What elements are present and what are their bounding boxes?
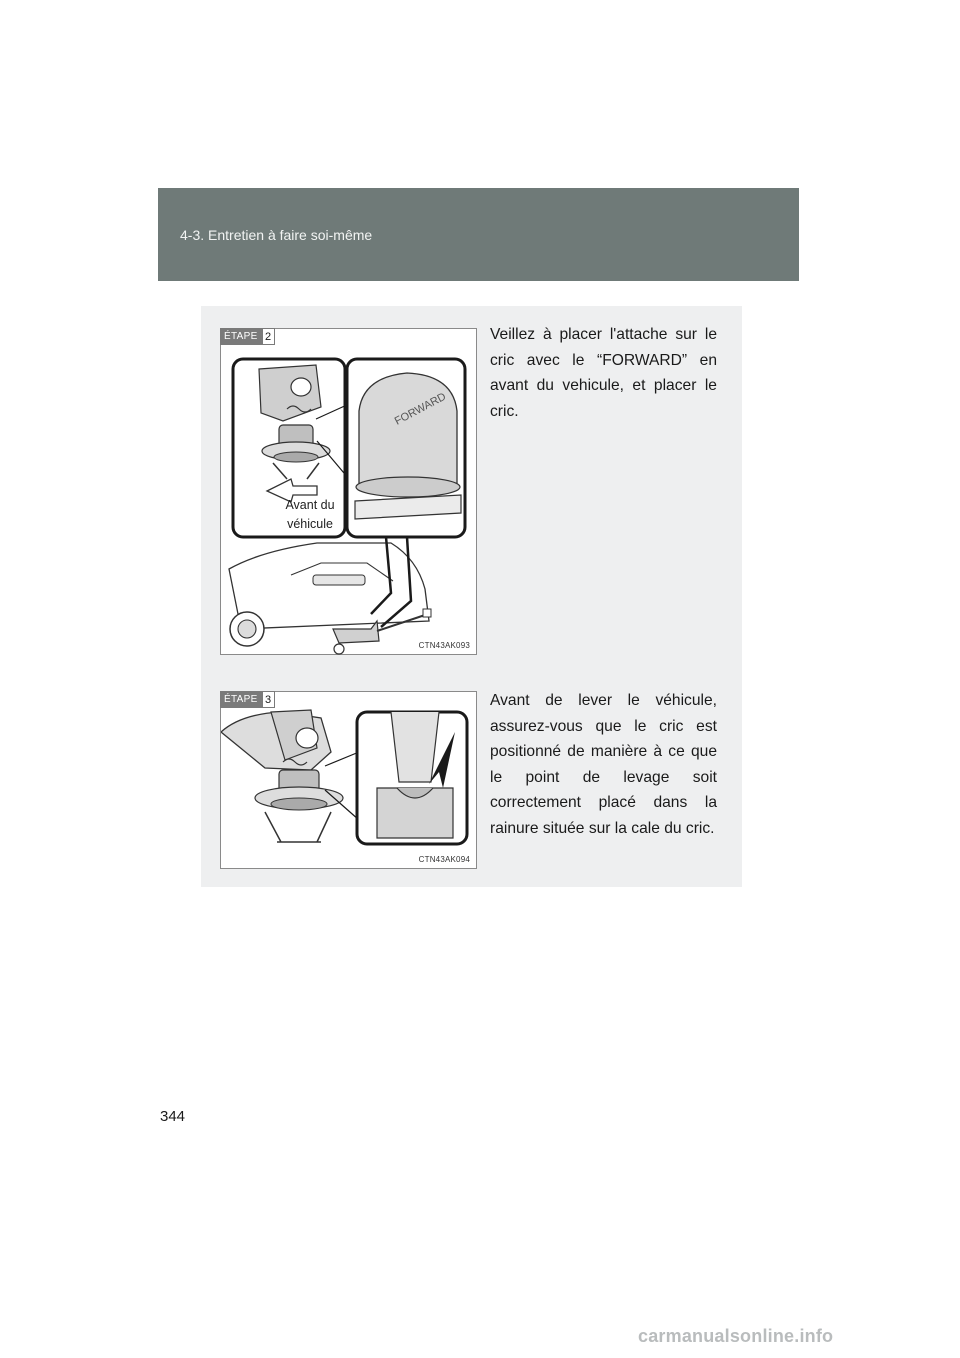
jack-placement-drawing [221, 329, 478, 656]
watermark: carmanualsonline.info [638, 1326, 834, 1346]
callout-line-2: véhicule [287, 517, 333, 531]
step-3-badge [220, 691, 275, 708]
step-number: 2 [262, 328, 275, 345]
figure-code: CTN43AK094 [418, 855, 470, 864]
step-label: ÉTAPE [220, 691, 262, 708]
callout-line-1: Avant du [285, 498, 335, 512]
section-header [158, 188, 799, 281]
jack-groove-drawing [221, 692, 478, 870]
step-label: ÉTAPE [220, 328, 262, 345]
forward-mark: FORWARD [392, 390, 449, 428]
step-2-instruction: Veillez à placer l'attache sur le cric avec le “FORWARD” en avant du vehicule, et placer le cric. [490, 326, 717, 420]
step-2-badge [220, 328, 275, 345]
step-3-illustration [220, 691, 477, 869]
step-3-instruction: Avant de lever le véhicule, assurez-vous que le cric est positionné de manière à ce que le point de levage soit correctement placé dans la rainure située sur la cale du cric. [490, 692, 717, 837]
section-title: 4-3. Entretien à faire soi-même [180, 227, 373, 243]
vehicle-front-callout [265, 496, 355, 534]
step-2-illustration [220, 328, 477, 655]
figure-code: CTN43AK093 [418, 641, 470, 650]
page-number: 344 [160, 1108, 186, 1125]
step-number: 3 [262, 691, 275, 708]
content-panel [201, 306, 742, 887]
